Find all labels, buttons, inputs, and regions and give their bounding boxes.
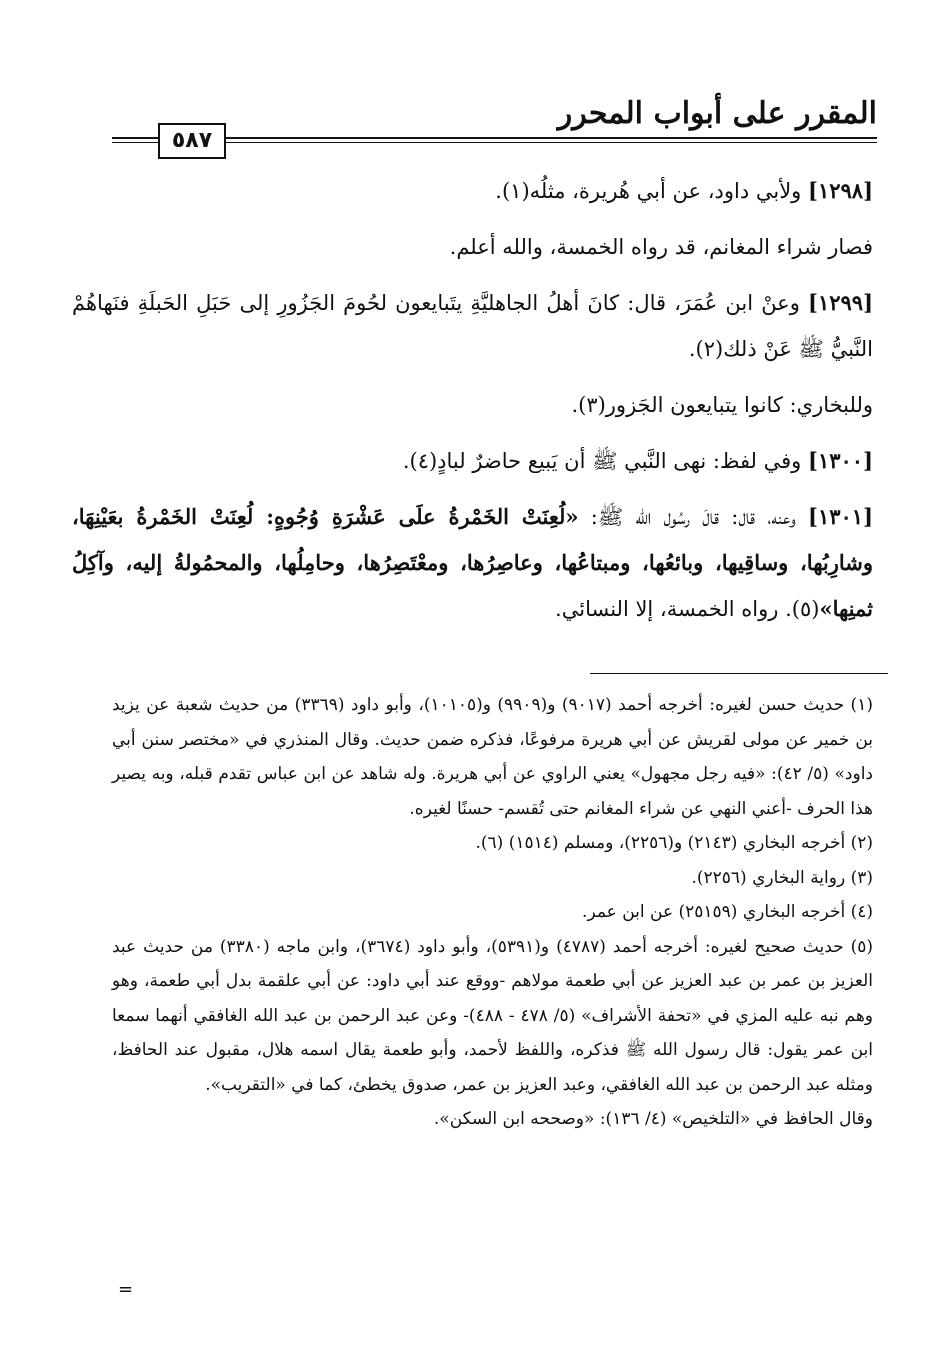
footnotes xyxy=(112,688,873,1137)
entry-1299 xyxy=(72,280,873,372)
entry-intro: وعنه، قال: قالَ رسُول الله ﷺ: xyxy=(578,505,809,529)
footnote-5: (٥) حديث صحيح لغيره: أخرجه أحمد (٤٧٨٧) و(٥٣٩١)، وأبو داود (٣٦٧٤)، وابن ماجه (٣٣٨٠) من حديث عبد العزيز بن عمر بن عبد العزيز عن أبي طعمة مولاهم -ووقع عند أبي داود: عن أبي علقمة بدل أبي طعمة، وهو وهم نبه عليه المزي في «تحفة الأشراف» (٥/ ٤٧٨ - ٤٨٨)- وعن عبد الرحمن بن عبد الله الغافقي أنهما سمعا ابن عمر يقول: قال رسول الله ﷺ فذكره، واللفظ لأحمد، وأبو طعمة يقال اسمه هلال، مقبول عند الحافظ، ومثله عبد الرحمن بن عبد الله الغافقي، وعبد العزيز بن عمر، صدوق يخطئ، كما في «التقريب». xyxy=(112,936,874,1095)
footnote-2: (٢) أخرجه البخاري (٢١٤٣) و(٢٢٥٦)، ومسلم (١٥١٤) (٦). xyxy=(475,833,873,853)
entry-1300 xyxy=(72,438,873,484)
header-rule xyxy=(112,137,877,139)
entry-number: [١٢٩٩] xyxy=(808,290,873,315)
entry-text: ولأبي داود، عن أبي هُريرة، مثلُه(١). xyxy=(495,179,808,203)
hadith-text: «لُعِنَتْ الخَمْرةُ علَى عَشْرَةِ وُجُوهٍ: لُعِنَتْ الخَمْرةُ بعَيْنِهَا، وشارِبُها، وساقِيها، وبائعُها، ومبتاعُها، وعاصِرُها، ومعْتَصِرُها، وحامِلُها، والمحمُولةُ إليه، وآكِلُ ثمنِها» xyxy=(72,504,873,621)
entry-outro: (٥). رواه الخمسة، إلا النسائي. xyxy=(555,597,820,621)
entry-number: [١٣٠٠] xyxy=(808,448,873,473)
entry-text: وللبخاري: كانوا يتبايعون الجَزور(٣). xyxy=(571,393,873,417)
footnote-divider xyxy=(590,673,888,674)
entry-number: [١٣٠١] xyxy=(808,504,874,529)
footnote-3: (٣) رواية البخاري (٢٢٥٦). xyxy=(691,867,873,888)
entry-text: فصار شراء المغانم، قد رواه الخمسة، والله أعلم. xyxy=(449,235,873,259)
entry-1301 xyxy=(72,494,873,632)
footnote-1: (١) حديث حسن لغيره: أخرجه أحمد (٩٠١٧) و(٩٩٠٩) و(١٠١٠٥)، وأبو داود (٣٣٦٩) من حديث شعبة عن يزيد بن خمير عن مولى لقريش عن أبي هريرة مرفوعًا، فذكره ضمن حديث. وقال المنذري في «مختصر سنن أبي داود» (٥/ ٤٢): «فيه رجل مجهول» يعني الراوي عن أبي هريرة. وله شاهد عن ابن عباس تقدم قبله، وبه يصير هذا الحرف -أعني النهي عن شراء المغانم حتى تُقسم- حسنًا لغيره. xyxy=(112,695,873,819)
continuation-mark: = xyxy=(118,1279,134,1300)
entry-1298 xyxy=(72,168,873,214)
entry-bukhari xyxy=(72,382,873,428)
footnote-5-continued: وقال الحافظ في «التلخيص» (٤/ ١٣٦): «وصححه ابن السكن». xyxy=(433,1109,873,1129)
running-header-title: المقرر على أبواب المحرر xyxy=(557,96,877,131)
footnote-4: (٤) أخرجه البخاري (٢٥١٥٩) عن ابن عمر. xyxy=(582,902,873,922)
entry-text: وفي لفظ: نهى النَّبي ﷺ أن يَبيع حاضرٌ لبادٍ(٤). xyxy=(402,449,808,473)
entry-number: [١٢٩٨] xyxy=(808,178,873,203)
header-rule-thin xyxy=(112,142,877,143)
entry-note xyxy=(72,224,873,270)
main-text xyxy=(72,168,873,642)
page-number: ٥٨٧ xyxy=(158,123,226,159)
entry-text: وعنْ ابن عُمَرَ، قال: كانَ أهلُ الجاهليَّةِ يتَبايعون لحُومَ الجَزُورِ إلى حَبَلِ الحَبلَةِ فنَهاهُمْ النَّبيُّ ﷺ عَنْ ذلك(٢). xyxy=(72,291,873,361)
